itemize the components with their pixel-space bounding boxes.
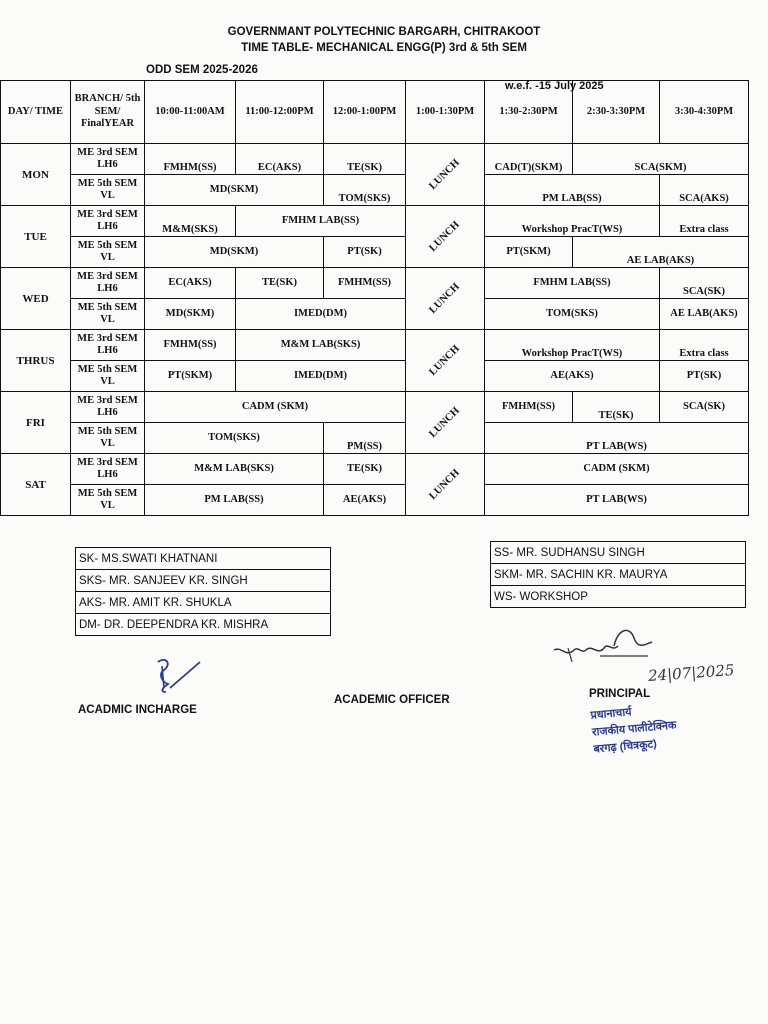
lunch-cell [406,330,485,392]
legend-item: SS- MR. SUDHANSU SINGH [491,542,746,564]
day-cell: TUE [1,206,71,268]
lunch-cell [406,392,485,454]
stamp-line: बरगढ़ (चित्रकूट) [593,738,658,756]
legend-item: SKM- MR. SACHIN KR. MAURYA [491,564,746,586]
period-cell: PT(SKM) [485,237,573,268]
period-cell: PT(SK) [660,361,749,392]
period-cell: SCA(SKM) [573,144,749,175]
academic-incharge-label: ACADMIC INCHARGE [78,704,197,716]
day-cell: THRUS [1,330,71,392]
timetable [0,80,749,516]
lunch-label: LUNCH [427,280,462,316]
legend-item: SK- MS.SWATI KHATNANI [76,548,331,570]
period-cell: FMHM LAB(SS) [485,268,660,299]
signature-date: 24|07|2025 [647,661,735,685]
period-cell: M&M(SKS) [145,206,236,237]
principal-label: PRINCIPAL [589,688,651,700]
slot-header-6: 2:30-3:30PM [573,81,660,144]
slot-header-1: 10:00-11:00AM [145,81,236,144]
table-row [1,175,749,206]
table-row [1,268,749,299]
period-cell: TE(SK) [236,268,324,299]
period-cell: PT LAB(WS) [485,485,749,516]
lunch-label: LUNCH [427,156,462,192]
period-cell: MD(SKM) [145,237,324,268]
academic-officer-label: ACADEMIC OFFICER [334,694,450,706]
period-cell: PT LAB(WS) [485,423,749,454]
period-cell: PM(SS) [324,423,406,454]
table-row [1,206,749,237]
table-row [1,485,749,516]
branch-cell: ME 3rd SEM LH6 [71,206,145,237]
period-cell: IMED(DM) [236,299,406,330]
period-cell: TOM(SKS) [485,299,660,330]
period-cell: IMED(DM) [236,361,406,392]
period-cell: FMHM(SS) [145,144,236,175]
slot-header-2: 11:00-12:00PM [236,81,324,144]
day-cell: SAT [1,454,71,516]
period-cell: Workshop PracT(WS) [485,330,660,361]
period-cell: TE(SK) [573,392,660,423]
period-cell: FMHM LAB(SS) [236,206,406,237]
period-cell: M&M LAB(SKS) [236,330,406,361]
lunch-cell [406,268,485,330]
period-cell: M&M LAB(SKS) [145,454,324,485]
period-cell: FMHM(SS) [145,330,236,361]
period-cell: CAD(T)(SKM) [485,144,573,175]
period-cell: TE(SK) [324,144,406,175]
legend-item: WS- WORKSHOP [491,586,746,608]
table-row [1,330,749,361]
legend-item: AKS- MR. AMIT KR. SHUKLA [76,592,331,614]
period-cell: TOM(SKS) [145,423,324,454]
table-row [1,423,749,454]
slot-header-3: 12:00-1:00PM [324,81,406,144]
period-cell: CADM (SKM) [485,454,749,485]
branch-cell: ME 5th SEM VL [71,361,145,392]
slot-header-4: 1:00-1:30PM [406,81,485,144]
period-cell: Extra class [660,206,749,237]
period-cell: MD(SKM) [145,175,324,206]
period-item: FMHM(SS) [501,401,556,412]
day-time-header: DAY/ TIME [1,81,71,144]
session-label: ODD SEM 2025-2026 [146,64,258,76]
period-cell: AE LAB(AKS) [573,237,749,268]
table-row [1,299,749,330]
principal-stamp [590,700,679,758]
period-cell: FMHM(SS) [324,268,406,299]
period-cell: CADM (SKM) [145,392,406,423]
period-cell: TE(SK) [324,454,406,485]
day-cell: FRI [1,392,71,454]
branch-cell: ME 3rd SEM LH6 [71,392,145,423]
header-row [1,81,749,144]
slot-header-7: 3:30-4:30PM [660,81,749,144]
branch-cell: ME 3rd SEM LH6 [71,268,145,299]
effective-date: w.e.f. -15 July 2025 [505,80,604,92]
branch-cell: ME 5th SEM VL [71,299,145,330]
table-row [1,454,749,485]
lunch-label: LUNCH [427,218,462,254]
table-row [1,392,749,423]
period-cell: EC(AKS) [236,144,324,175]
lunch-label: LUNCH [427,342,462,378]
day-cell: MON [1,144,71,206]
lunch-cell [406,144,485,206]
period-cell: PM LAB(SS) [485,175,660,206]
incharge-signature [148,652,208,696]
branch-cell: ME 5th SEM VL [71,423,145,454]
branch-cell: ME 3rd SEM LH6 [71,144,145,175]
faculty-legend-left [75,547,331,636]
period-cell: SCA(AKS) [660,175,749,206]
period-cell: TOM(SKS) [324,175,406,206]
faculty-legend-right [490,541,746,608]
slot-header-5: 1:30-2:30PM [485,81,573,144]
period-cell: EC(AKS) [145,268,236,299]
branch-cell: ME 5th SEM VL [71,175,145,206]
branch-cell: ME 3rd SEM LH6 [71,330,145,361]
branch-cell: ME 5th SEM VL [71,485,145,516]
period-cell: SCA(SK) [660,268,749,299]
period-cell: MD(SKM) [145,299,236,330]
table-row [1,361,749,392]
period-cell [485,392,573,423]
timetable-title: TIME TABLE- MECHANICAL ENGG(P) 3rd & 5th SEM [241,42,527,54]
branch-cell: ME 5th SEM VL [71,237,145,268]
period-cell: Extra class [660,330,749,361]
stamp-line: प्रधानाचार्य [590,706,633,722]
stamp-line: राजकीय पालीटेक्निक [591,719,677,739]
college-title: GOVERNMANT POLYTECHNIC BARGARH, CHITRAKOOT [227,26,541,38]
legend-item: SKS- MR. SANJEEV KR. SINGH [76,570,331,592]
table-row [1,144,749,175]
branch-header: BRANCH/ 5th SEM/ FinalYEAR [71,81,145,144]
lunch-label: LUNCH [427,404,462,440]
principal-signature [548,620,658,670]
period-cell: AE(AKS) [324,485,406,516]
period-cell: AE(AKS) [485,361,660,392]
period-cell: PT(SK) [324,237,406,268]
day-cell: WED [1,268,71,330]
legend-item: DM- DR. DEEPENDRA KR. MISHRA [76,614,331,636]
table-row [1,237,749,268]
period-cell: PT(SKM) [145,361,236,392]
branch-cell: ME 3rd SEM LH6 [71,454,145,485]
period-cell: Workshop PracT(WS) [485,206,660,237]
lunch-cell [406,206,485,268]
period-cell: SCA(SK) [660,392,749,423]
lunch-label: LUNCH [427,466,462,502]
lunch-cell [406,454,485,516]
period-cell: AE LAB(AKS) [660,299,749,330]
period-cell: PM LAB(SS) [145,485,324,516]
